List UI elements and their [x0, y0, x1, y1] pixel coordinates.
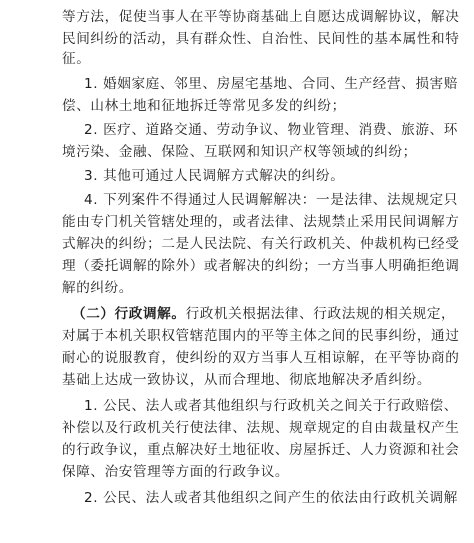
text-line: 对属于本机关职权管辖范围内的平等主体之间的民事纠纷，通过: [62, 328, 460, 344]
text-line: 解的纠纷。: [62, 280, 133, 296]
text-line: 等方法，促使当事人在平等协商基础上自愿达成调解协议，解决: [62, 9, 460, 25]
text-line: 的行政争议，重点解决好土地征收、房屋拆迁、人力资源和社会: [62, 442, 460, 458]
text-line: 基础上达成一致协议，从而合理地、彻底地解决矛盾纠纷。: [62, 372, 432, 388]
list-item-text: 3. 其他可通过人民调解方式解决的纠纷。: [84, 168, 345, 184]
list-item-text: 4. 下列案件不得通过人民调解解决：一是法律、法规规定只: [84, 192, 458, 208]
text-line: 保障、治安管理等方面的行政争议。: [62, 464, 290, 480]
section-heading: （二）行政调解。: [72, 306, 186, 322]
text-line: 偿、山林土地和征地拆迁等常见多发的纠纷；: [62, 98, 346, 114]
text-line: 补偿以及行政机关行使法律、法规、规章规定的自由裁量权产生: [62, 420, 460, 436]
text-line: 征。: [62, 51, 91, 67]
list-item-text: 1. 公民、法人或者其他组织与行政机关之间关于行政赔偿、: [84, 398, 458, 414]
heading-text: 行政机关根据法律、行政法规的相关规定，: [185, 306, 456, 322]
text-line: 能由专门机关管辖处理的，或者法律、法规禁止采用民间调解方: [62, 214, 460, 230]
text-line: 境污染、金融、保险、互联网和知识产权等领域的纠纷；: [62, 144, 417, 160]
text-line: 式解决的纠纷；二是人民法院、有关行政机关、仲裁机构已经受: [62, 236, 460, 252]
list-item-text: 2. 公民、法人或者其他组织之间产生的依法由行政机关调解: [84, 490, 458, 506]
text-line: 理（委托调解的除外）或者解决的纠纷；一方当事人明确拒绝调: [62, 258, 460, 274]
list-item-text: 2. 医疗、道路交通、劳动争议、物业管理、消费、旅游、环: [84, 122, 458, 138]
text-line: 民间纠纷的活动，具有群众性、自治性、民间性的基本属性和特: [62, 31, 460, 47]
list-item-text: 1. 婚姻家庭、邻里、房屋宅基地、合同、生产经营、损害赔: [84, 76, 458, 92]
section-heading-line: [72, 304, 455, 324]
text-line: 耐心的说服教育，使纠纷的双方当事人互相谅解，在平等协商的: [62, 350, 460, 366]
